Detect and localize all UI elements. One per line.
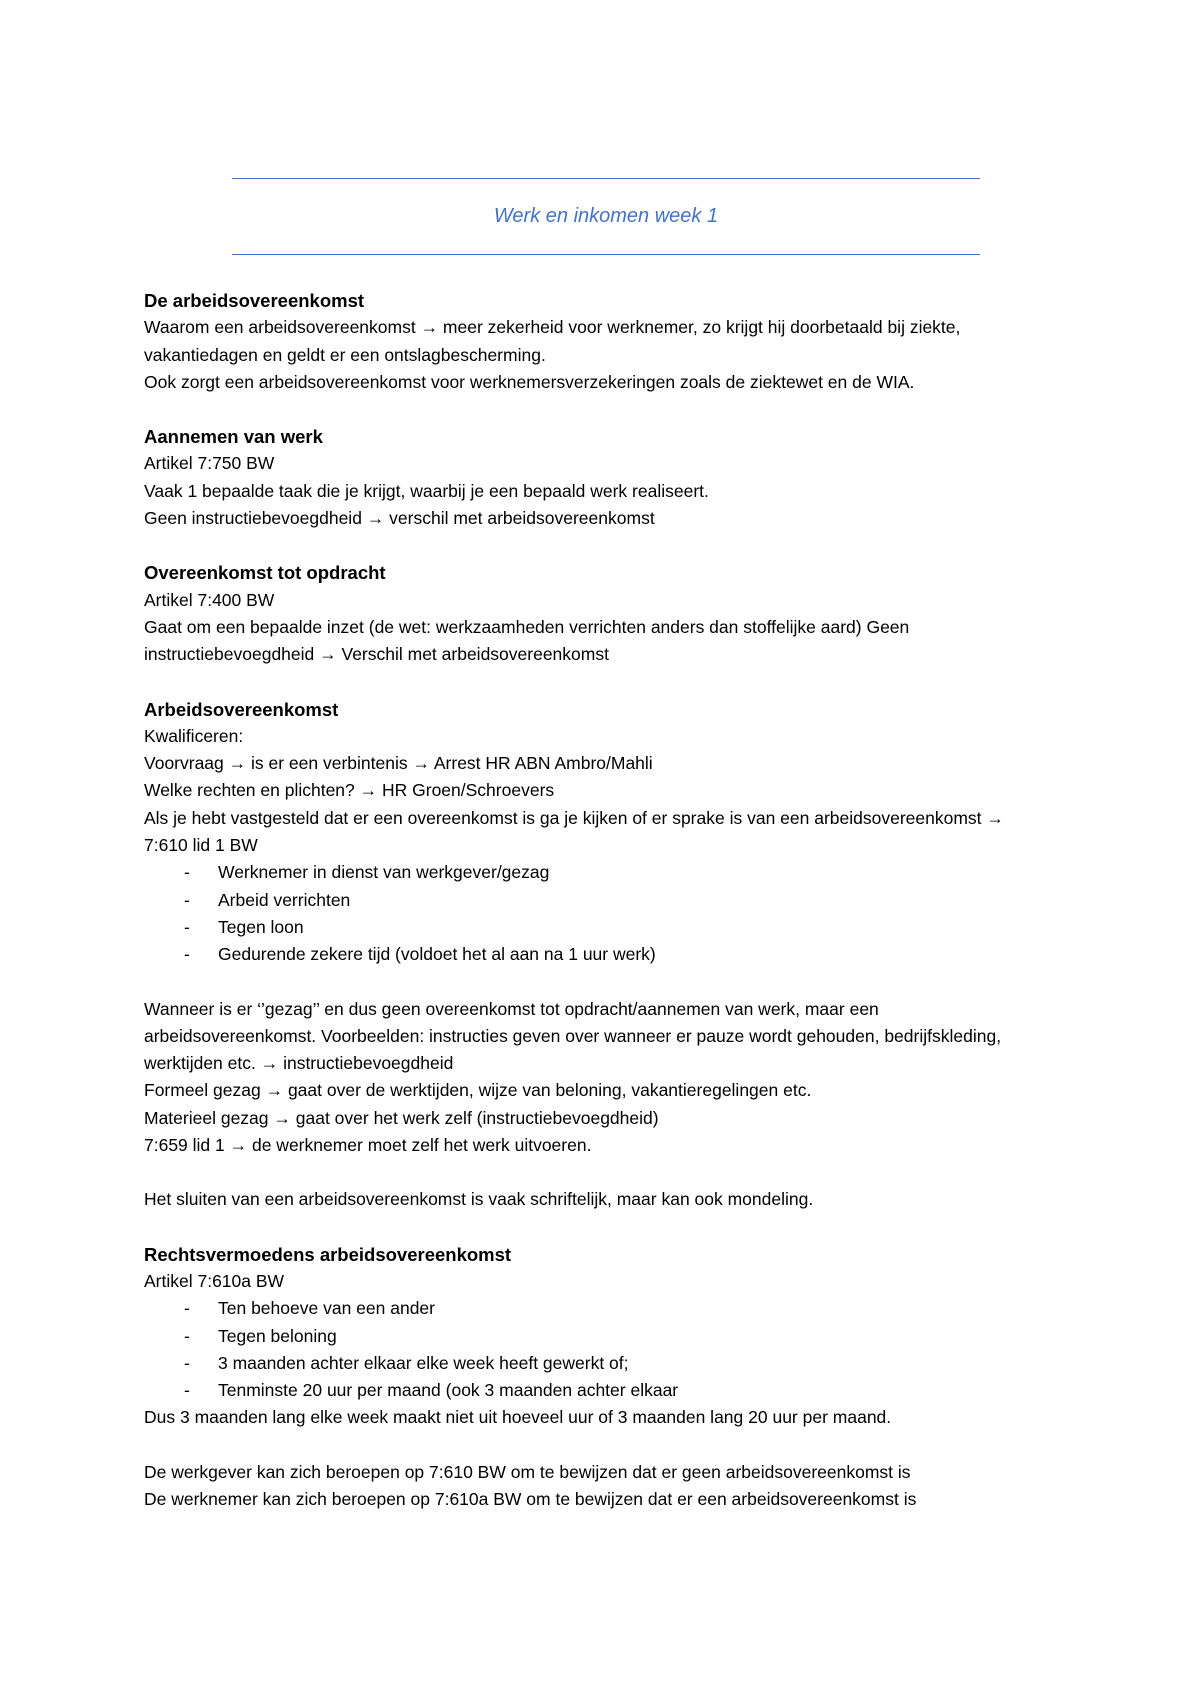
section-heading: De arbeidsovereenkomst	[144, 290, 365, 311]
paragraph: Artikel 7:610a BW	[144, 1270, 285, 1291]
section-aannemen-van-werk	[144, 423, 1044, 532]
list-item: - Werknemer in dienst van werkgever/gezag	[144, 859, 1044, 886]
paragraph: De werknemer kan zich beroepen op 7:610a BW om te bewijzen dat er een arbeidsovereenkomst is	[144, 1488, 917, 1509]
criteria-list	[144, 1295, 1044, 1404]
paragraph: Artikel 7:750 BW	[144, 453, 275, 474]
criteria-list	[144, 859, 1044, 968]
title-block	[232, 178, 980, 255]
title-rule-bottom	[232, 254, 980, 255]
list-item: - Gedurende zekere tijd (voldoet het al aan na 1 uur werk)	[144, 941, 1044, 968]
list-item: - Arbeid verrichten	[144, 887, 1044, 914]
paragraph: 7:659 lid 1 → de werknemer moet zelf het werk uitvoeren.	[144, 1135, 592, 1156]
paragraph: Vaak 1 bepaalde taak die je krijgt, waarbij je een bepaald werk realiseert.	[144, 480, 709, 501]
paragraph: Kwalificeren:	[144, 725, 244, 746]
section-rechtsvermoedens	[144, 1241, 1044, 1514]
list-item: - Tegen beloning	[144, 1323, 1044, 1350]
list-item: - Tegen loon	[144, 914, 1044, 941]
document-body	[144, 287, 1044, 1513]
paragraph: Geen instructiebevoegdheid → verschil met arbeidsovereenkomst	[144, 508, 655, 529]
section-arbeidsovereenkomst	[144, 696, 1044, 1214]
section-heading: Rechtsvermoedens arbeidsovereenkomst	[144, 1243, 512, 1265]
paragraph: Artikel 7:400 BW	[144, 589, 275, 610]
paragraph: Dus 3 maanden lang elke week maakt niet uit hoeveel uur of 3 maanden lang 20 uur per maand.	[144, 1407, 892, 1428]
section-arbeidsovereenkomst-intro	[144, 287, 1044, 396]
paragraph: Welke rechten en plichten? → HR Groen/Schroevers	[144, 780, 555, 801]
section-heading: Aannemen van werk	[144, 426, 323, 448]
paragraph: Materieel gezag → gaat over het werk zelf (instructiebevoegdheid)	[144, 1107, 659, 1128]
paragraph: Formeel gezag → gaat over de werktijden, wijze van beloning, vakantieregelingen etc.	[144, 1080, 812, 1101]
list-item: - Ten behoeve van een ander	[144, 1295, 1044, 1322]
paragraph: De werkgever kan zich beroepen op 7:610 BW om te bewijzen dat er geen arbeidsovereenkomst is	[144, 1461, 911, 1482]
paragraph: Het sluiten van een arbeidsovereenkomst is vaak schriftelijk, maar kan ook mondeling.	[144, 1189, 814, 1210]
paragraph: Ook zorgt een arbeidsovereenkomst voor werknemersverzekeringen zoals de ziektewet en de WIA.	[144, 371, 915, 392]
document-title: Werk en inkomen week 1	[493, 205, 719, 227]
paragraph: Als je hebt vastgesteld dat er een overeenkomst is ga je kijken of er sprake is van een arbeidsovereenkomst → 7:610 lid 1 BW	[144, 807, 1004, 856]
list-item: - 3 maanden achter elkaar elke week heeft gewerkt of;	[144, 1350, 1044, 1377]
section-heading: Overeenkomst tot opdracht	[144, 562, 386, 584]
section-overeenkomst-tot-opdracht	[144, 559, 1044, 668]
paragraph: Voorvraag → is er een verbintenis → Arrest HR ABN Ambro/Mahli	[144, 753, 653, 774]
paragraph: Waarom een arbeidsovereenkomst → meer zekerheid voor werknemer, zo krijgt hij doorbetaald bij ziekte, vakantiedagen en geldt er een ontslagbescherming.	[144, 317, 961, 365]
paragraph: Gaat om een bepaalde inzet (de wet: werkzaamheden verrichten anders dan stoffelijke aard) Geen instructiebevoegdheid → Verschil met arbeidsovereenkomst	[144, 616, 910, 665]
section-heading: Arbeidsovereenkomst	[144, 698, 339, 720]
paragraph: Wanneer is er ‘’gezag’’ en dus geen overeenkomst tot opdracht/aannemen van werk, maar een arbeidsovereenkomst. Voorbeelden: instructies geven over wanneer er pauze wordt gehouden, bedrijfskleding, werktijden etc. → instructiebevoegdheid	[144, 998, 1002, 1074]
list-item: - Tenminste 20 uur per maand (ook 3 maanden achter elkaar	[144, 1377, 1044, 1404]
